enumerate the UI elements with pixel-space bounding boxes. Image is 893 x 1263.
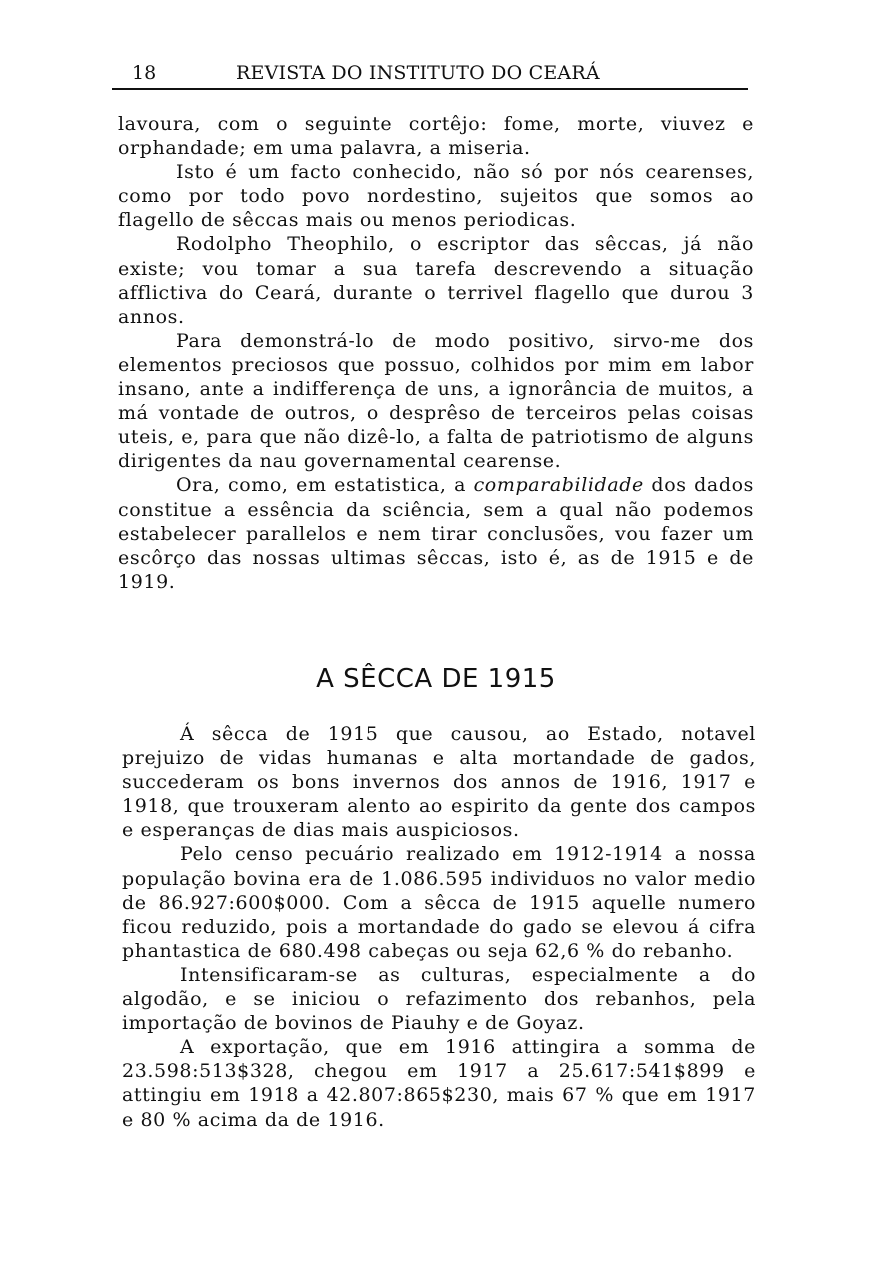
- section-paragraph-1: Á sêcca de 1915 que causou, ao Estado, notavel prejuizo de vidas humanas e alta mortandade de gados, succederam os bons invernos dos annos de 1916, 1917 e 1918, que trouxeram alento ao espirito da gente dos campos e esperanças de dias mais auspiciosos.: [122, 723, 756, 842]
- body-text-top: [118, 112, 754, 594]
- paragraph-5-start: Ora, como, em estatistica, a: [176, 474, 474, 497]
- section-heading: A SÊCCA DE 1915: [316, 664, 556, 694]
- section-paragraph-3: Intensificaram-se as culturas, especialmente a do algodão, e se iniciou o refazimento dos rebanhos, pela importação de bovinos de Piauhy e de Goyaz.: [122, 963, 756, 1035]
- section-paragraph-4: A exportação, que em 1916 attingira a somma de 23.598:513$328, chegou em 1917 a 25.617:541$899 e attingiu em 1918 a 42.807:865$230, mais 67 % que em 1917 e 80 % acima da de 1916.: [122, 1036, 756, 1131]
- journal-title: REVISTA DO INSTITUTO DO CEARÁ: [236, 62, 600, 84]
- section-paragraph-2: Pelo censo pecuário realizado em 1912-1914 a nossa população bovina era de 1.086.595 individuos no valor medio de 86.927:600$000. Com a sêcca de 1915 aquelle numero ficou reduzido, pois a mortandade do gado se elevou á cifra phantastica de 680.498 cabeças ou seja 62,6 % do rebanho.: [122, 843, 756, 962]
- running-header: [112, 58, 748, 90]
- paragraph-3: Rodolpho Theophilo, o escriptor das sêccas, já não existe; vou tomar a sua tarefa descrevendo a situação afflictiva do Ceará, durante o terrivel flagello que durou 3 annos.: [118, 233, 754, 328]
- body-text-section: [122, 722, 756, 1132]
- paragraph-2: Isto é um facto conhecido, não só por nós cearenses, como por todo povo nordestino, sujeitos que somos ao flagello de sêccas mais ou menos periodicas.: [118, 161, 754, 232]
- paragraph-5-end: dos dados constitue a essência da sciência, sem a qual não podemos estabelecer parallelos e nem tirar conclusões, vou fazer um escôrço das nossas ultimas sêccas, isto é, as de 1915 e de 1919.: [118, 474, 754, 593]
- paragraph-1: lavoura, com o seguinte cortêjo: fome, morte, viuvez e orphandade; em uma palavra, a miseria.: [118, 113, 754, 160]
- page-number: 18: [132, 62, 157, 84]
- emphasis-comparabilidade: comparabilidade: [473, 474, 644, 497]
- paragraph-5: [118, 473, 754, 593]
- paragraph-4: Para demonstrá-lo de modo positivo, sirvo-me dos elementos preciosos que possuo, colhidos por mim em labor insano, ante a indifferença de uns, a ignorância de muitos, a má vontade de outros, o desprêso de terceiros pelas coisas uteis, e, para que não dizê-lo, a falta de patriotismo de alguns dirigentes da nau governamental cearense.: [118, 329, 754, 473]
